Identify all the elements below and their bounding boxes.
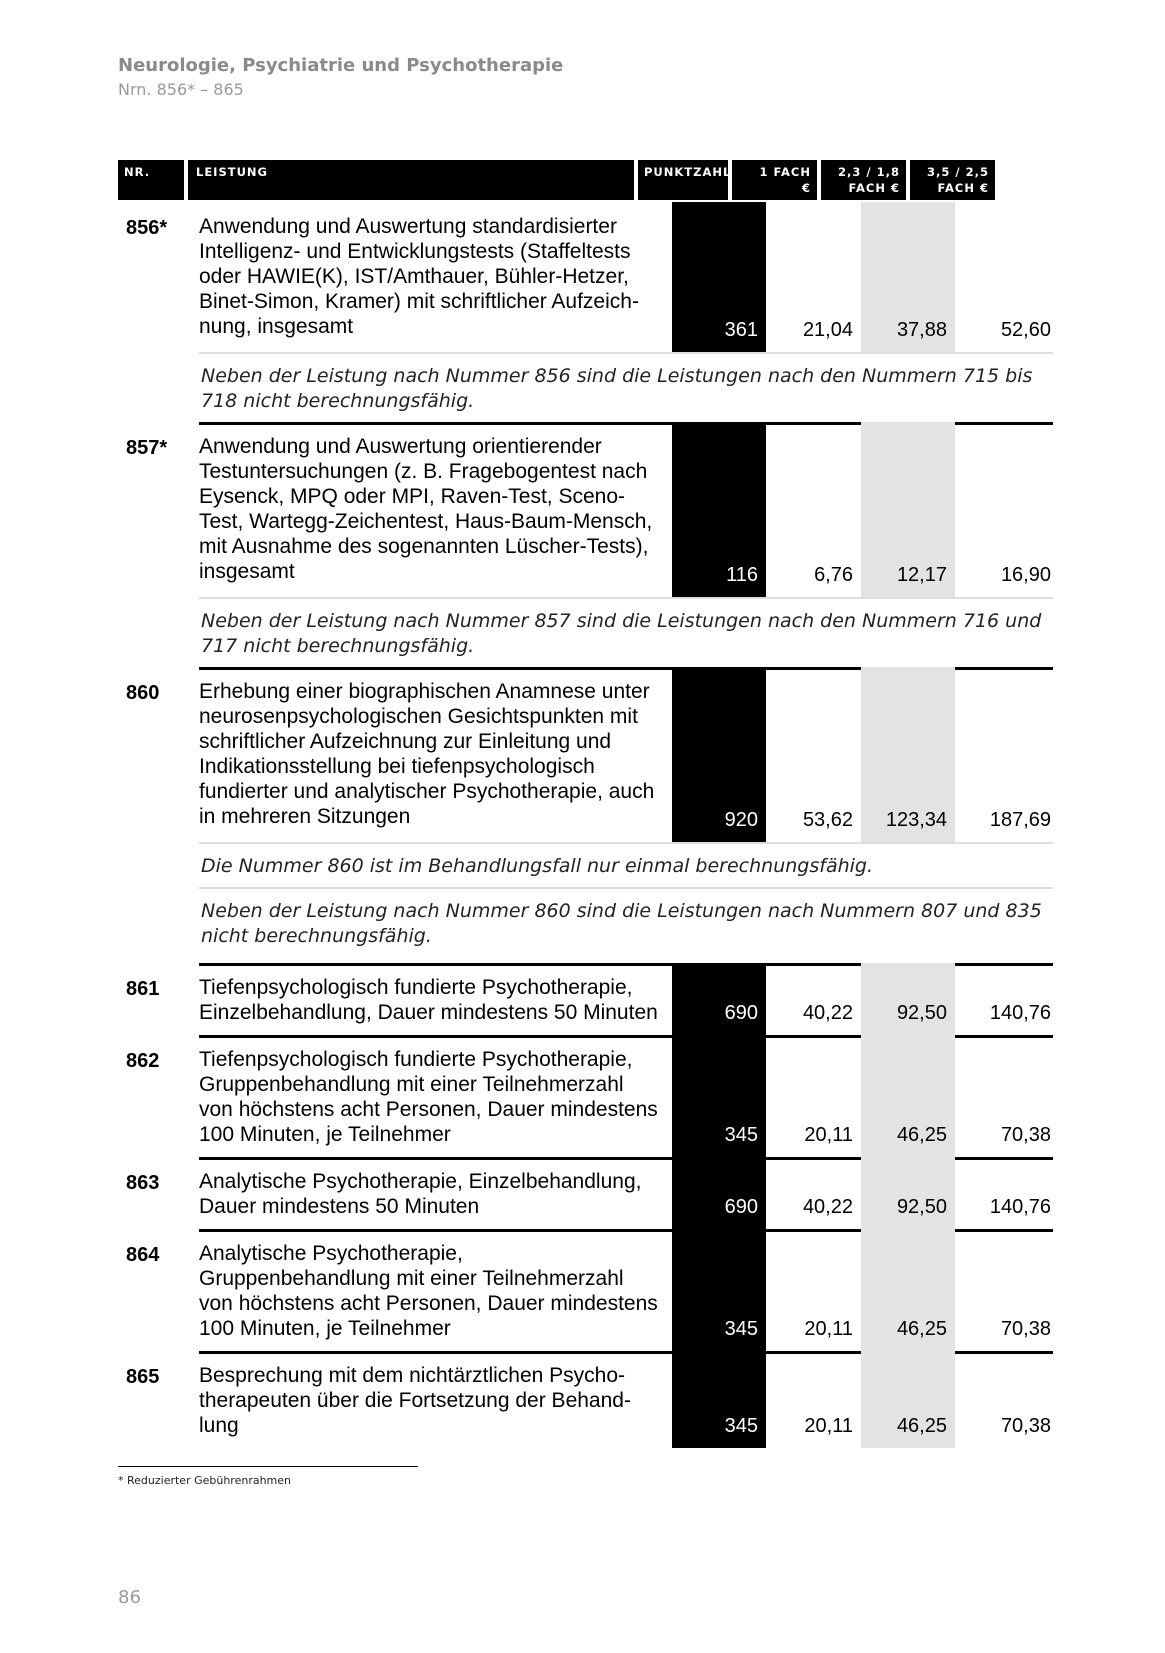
- row-fach2: 46,25: [896, 1318, 947, 1340]
- row-punktzahl: 345: [724, 1415, 758, 1437]
- row-fach1: 21,04: [802, 319, 853, 341]
- row-description: Erhebung einer biographischen Anamnese unter neurosenpsychologischen Gesichtspunkten mit schriftlicher Aufzeichnung zur Einleitung und Indikationsstellung bei tiefenpsychologisch fundierter und analytischer Psychotherapie, auch in mehreren Sitzungen: [199, 680, 655, 828]
- row-note: Neben der Leistung nach Nummer 856 sind die Leistungen nach den Nummern 715 bis 718 nicht berechnungsfähig.: [199, 352, 1053, 422]
- row-punktzahl: 690: [724, 1002, 758, 1024]
- table-row: [118, 422, 1053, 597]
- column-header-fach3-line1: 3,5 / 2,5: [927, 165, 989, 179]
- row-fach2: 92,50: [896, 1002, 947, 1024]
- row-fach3: 70,38: [1000, 1415, 1051, 1437]
- row-note: Neben der Leistung nach Nummer 857 sind die Leistungen nach den Nummern 716 und 717 nicht berechnungsfähig.: [199, 597, 1053, 667]
- row-number: 864: [126, 1244, 160, 1266]
- row-fach1: 20,11: [804, 1124, 853, 1146]
- row-fach1: 20,11: [804, 1415, 853, 1437]
- row-fach3: 52,60: [1000, 319, 1051, 341]
- row-punktzahl: 345: [724, 1124, 758, 1146]
- row-number: 856*: [126, 217, 168, 239]
- page-subtitle: Nrn. 856* – 865: [118, 80, 244, 99]
- row-fach3: 140,76: [989, 1002, 1051, 1024]
- table-row: [118, 963, 1053, 1035]
- row-punktzahl: 690: [724, 1196, 758, 1218]
- row-number: 865: [126, 1366, 160, 1388]
- row-fach1: 40,22: [802, 1196, 853, 1218]
- table-row: [118, 1157, 1053, 1229]
- row-fach2: 37,88: [896, 319, 947, 341]
- row-punktzahl: 116: [726, 564, 758, 586]
- column-header-fach1-line1: 1 FACH: [759, 165, 811, 179]
- column-header-punktzahl: PUNKTZAHL: [638, 160, 728, 200]
- row-description: Anwendung und Auswertung standardisierter Intelligenz- und Entwicklungstests (Staffeltests oder HAWIE(K), IST/Amthauer, Bühler-Hetzer, Binet-Simon, Kramer) mit schriftlicher Aufzeich-nung, insgesamt: [199, 215, 639, 338]
- row-punktzahl: 920: [724, 809, 758, 831]
- row-fach2: 46,25: [896, 1124, 947, 1146]
- page-number: 86: [118, 1587, 141, 1608]
- fee-table: [118, 160, 1053, 1448]
- row-fach3: 70,38: [1000, 1318, 1051, 1340]
- row-description: Besprechung mit dem nichtärztlichen Psycho-therapeuten über die Fortsetzung der Behand-lung: [199, 1364, 631, 1437]
- row-punktzahl: 361: [724, 319, 758, 341]
- row-fach1: 20,11: [804, 1318, 853, 1340]
- row-description: Tiefenpsychologisch fundierte Psychotherapie, Einzelbehandlung, Dauer mindestens 50 Minuten: [199, 976, 658, 1024]
- table-header: [118, 160, 1053, 202]
- page-title: Neurologie, Psychiatrie und Psychotherapie: [118, 55, 564, 76]
- column-header-fach3: [910, 160, 995, 200]
- row-fach1: 40,22: [802, 1002, 853, 1024]
- row-note: Die Nummer 860 ist im Behandlungsfall nur einmal berechnungsfähig.: [199, 842, 1053, 887]
- row-fach3: 16,90: [1000, 564, 1051, 586]
- row-fach1: 53,62: [802, 809, 853, 831]
- page-header: [118, 55, 563, 101]
- column-header-leistung: LEISTUNG: [188, 160, 634, 200]
- row-number: 860: [126, 682, 160, 704]
- table-row: [118, 1035, 1053, 1157]
- row-fach3: 140,76: [989, 1196, 1051, 1218]
- table-row: [118, 202, 1053, 352]
- row-fach2: 123,34: [885, 809, 947, 831]
- column-header-fach2-line2: FACH €: [848, 181, 900, 195]
- row-description: Tiefenpsychologisch fundierte Psychotherapie, Gruppenbehandlung mit einer Teilnehmerzahl von höchstens acht Personen, Dauer mindestens 100 Minuten, je Teilnehmer: [199, 1048, 658, 1146]
- row-note: Neben der Leistung nach Nummer 860 sind die Leistungen nach Nummern 807 und 835 nicht berechnungsfähig.: [199, 887, 1053, 957]
- row-number: 862: [126, 1050, 160, 1072]
- footnote: * Reduzierter Gebührenrahmen: [118, 1474, 292, 1487]
- table-row: [118, 1351, 1053, 1448]
- column-header-fach3-line2: FACH €: [937, 181, 989, 195]
- row-fach3: 70,38: [1000, 1124, 1051, 1146]
- row-fach2: 92,50: [896, 1196, 947, 1218]
- row-fach2: 46,25: [896, 1415, 947, 1437]
- column-header-nr: NR.: [118, 160, 184, 200]
- row-number: 861: [126, 978, 160, 1000]
- table-row: [118, 1229, 1053, 1351]
- column-header-fach1: [732, 160, 817, 200]
- row-description: Analytische Psychotherapie, Gruppenbehandlung mit einer Teilnehmerzahl von höchstens acht Personen, Dauer mindestens 100 Minuten, je Teilnehmer: [199, 1242, 658, 1340]
- column-header-fach2: [821, 160, 906, 200]
- row-fach1: 6,76: [814, 564, 853, 586]
- column-header-fach1-line2: €: [801, 181, 811, 195]
- row-description: Analytische Psychotherapie, Einzelbehandlung, Dauer mindestens 50 Minuten: [199, 1170, 642, 1218]
- row-number: 863: [126, 1172, 160, 1194]
- column-header-fach2-line1: 2,3 / 1,8: [838, 165, 900, 179]
- row-number: 857*: [126, 437, 168, 459]
- row-fach3: 187,69: [989, 809, 1051, 831]
- table-row: [118, 667, 1053, 842]
- footnote-divider: [118, 1466, 418, 1467]
- row-fach2: 12,17: [896, 564, 947, 586]
- row-punktzahl: 345: [724, 1318, 758, 1340]
- row-description: Anwendung und Auswertung orientierender Testuntersuchungen (z. B. Fragebogentest nach Eysenck, MPQ oder MPI, Raven-Test, Sceno-Test, Wartegg-Zeichentest, Haus-Baum-Mensch, mit Ausnahme des sogenannten Lüscher-Tests), insgesamt: [199, 435, 653, 583]
